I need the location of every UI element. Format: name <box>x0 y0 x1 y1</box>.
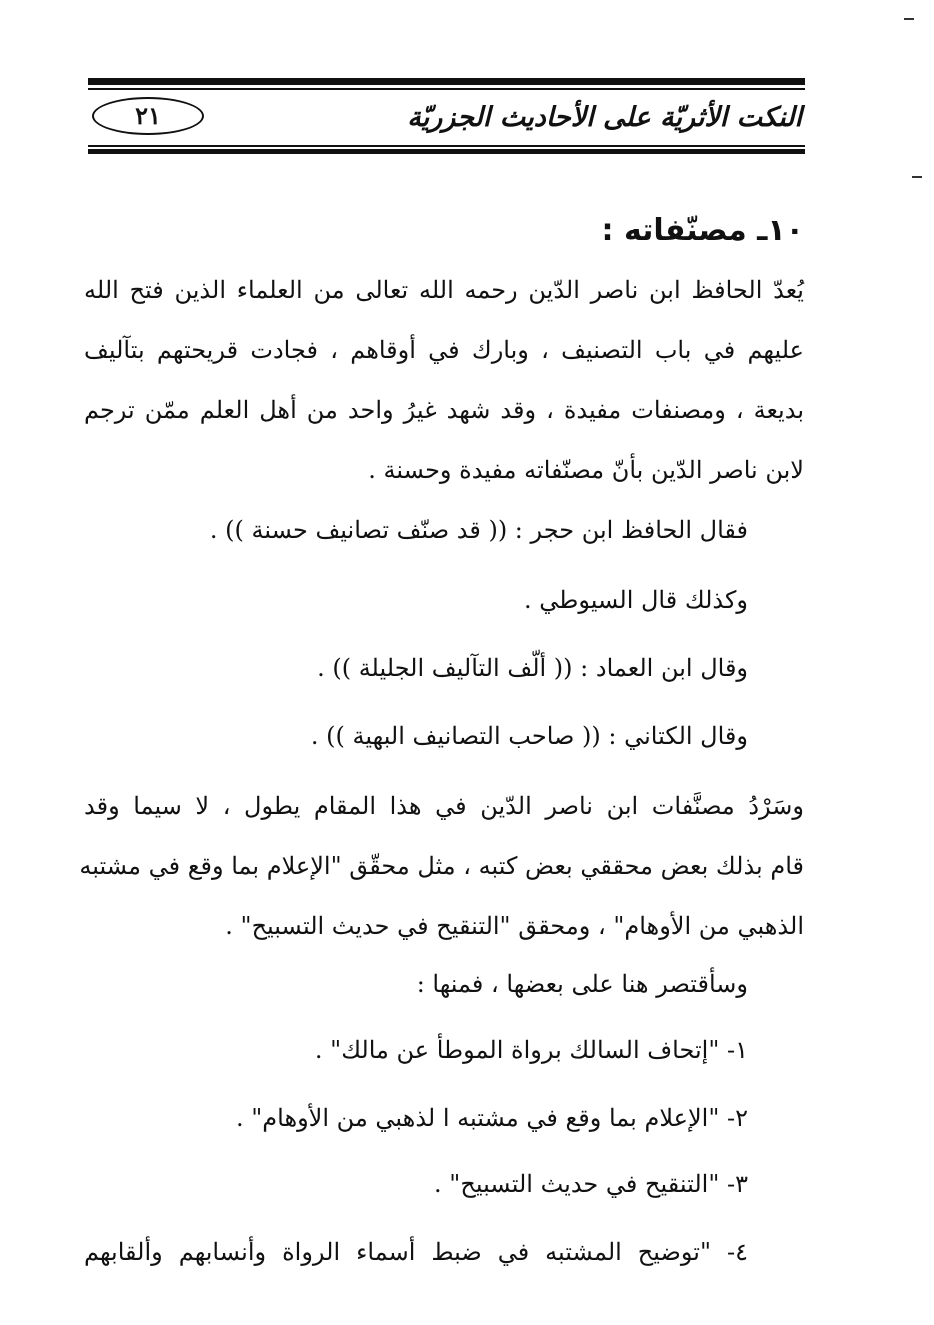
paragraph-line: يُعدّ الحافظ ابن ناصر الدّين رحمه الله تعالى من العلماء الذين فتح الله <box>84 276 804 304</box>
page-number: ٢١ <box>92 97 204 135</box>
paragraph-line: عليهم في باب التصنيف ، وبارك في أوقاهم ، فجادت قريحتهم بتآليف <box>84 336 804 364</box>
paragraph-line: وسَرْدُ مصنَّفات ابن ناصر الدّين في هذا المقام يطول ، لا سيما وقد <box>84 792 804 820</box>
header-rule-top <box>88 78 805 85</box>
list-item: ٢- "الإعلام بما وقع في مشتبه ا لذهبي من الأوهام" . <box>235 1104 748 1132</box>
list-intro: وسأقتصر هنا على بعضها ، فمنها : <box>416 970 748 998</box>
paragraph-line: قام بذلك بعض محققي بعض كتبه ، مثل محقّق "الإعلام بما وقع في مشتبه <box>79 852 804 880</box>
list-item: ١- "إتحاف السالك برواة الموطأ عن مالك" . <box>314 1036 748 1064</box>
paragraph-line: بديعة ، ومصنفات مفيدة ، وقد شهد غيرُ واحد من أهل العلم ممّن ترجم <box>84 396 805 424</box>
list-item: ٤- "توضيح المشتبه في ضبط أسماء الرواة وأنسابهم وألقابهم <box>84 1238 748 1266</box>
section-heading: ١٠ـ مصنّفاته : <box>601 213 804 248</box>
quote-line: فقال الحافظ ابن حجر : (( قد صنّف تصانيف حسنة )) . <box>209 516 748 544</box>
paragraph-line: الذهبي من الأوهام" ، ومحقق "التنقيح في حديث التسبيح" . <box>225 912 804 940</box>
scan-mark <box>912 176 922 178</box>
list-item: ٣- "التنقيح في حديث التسبيح" . <box>434 1170 748 1198</box>
scan-mark <box>904 18 914 20</box>
quote-line: وقال ابن العماد : (( ألّف التآليف الجليلة )) . <box>317 654 748 682</box>
header-rule-bottom-thin <box>88 145 805 147</box>
running-header-title: النكت الأثريّة على الأحاديث الجزريّة <box>407 102 802 133</box>
quote-line: وكذلك قال السيوطي . <box>523 586 748 614</box>
quote-line: وقال الكتاني : (( صاحب التصانيف البهية )) . <box>310 722 748 750</box>
paragraph-line: لابن ناصر الدّين بأنّ مصنّفاته مفيدة وحسنة . <box>368 456 804 484</box>
header-rule-top-thin <box>88 88 805 90</box>
header-rule-bottom <box>88 149 805 154</box>
